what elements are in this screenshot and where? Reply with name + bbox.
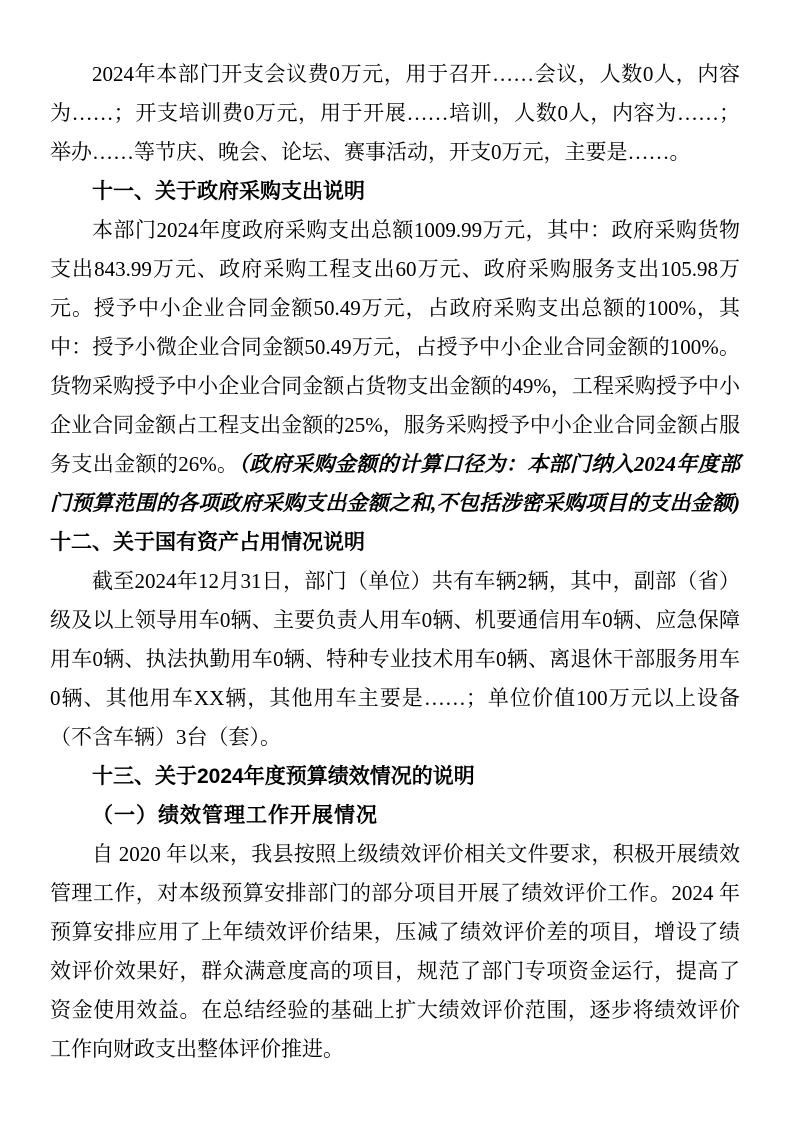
paragraph-meeting-training-expenses: 2024年本部门开支会议费0万元，用于召开……会议，人数0人，内容为……；开支培训费0万元，用于开展……培训，人数0人，内容为……；举办……等节庆、晚会、论坛、赛事活动，开支0万元，主要是……。 <box>50 62 740 164</box>
paragraph-gov-procurement-detail <box>50 211 740 562</box>
subheading-performance-management: （一）绩效管理工作开展情况 <box>92 803 378 827</box>
paragraph-vehicles-equipment: 截至2024年12月31日，部门（单位）共有车辆2辆，其中，副部（省）级及以上领导用车0辆、主要负责人用车0辆、机要通信用车0辆、应急保障用车0辆、执法执勤用车0辆、特种专业技术用车0辆、离退休干部服务用车0辆、其他用车XX辆，其他用车主要是……；单位价值100万元以上设备（不含车辆）3台（套）。 <box>50 569 740 749</box>
heading-section-13-budget-performance: 十三、关于2024年度预算绩效情况的说明 <box>92 765 475 788</box>
paragraph-performance-evaluation: 自 2020 年以来，我县按照上级绩效评价相关文件要求，积极开展绩效管理工作，对本级预算安排部门的部分项目开展了绩效评价工作。2024 年预算安排应用了上年绩效评价结果，压减了绩效评价差的项目，增设了绩效评价效果好，群众满意度高的项目，规范了部门专项资金运行，提高了资金使用效益。在总结经验的基础上扩大绩效评价范围，逐步将绩效评价工作向财政支出整体评价推进。 <box>50 842 740 1061</box>
heading-section-12-state-assets-inline: 十二、关于国有资产占用情况说明 <box>50 531 365 554</box>
procurement-calculation-note-run: （政府采购金额的计算口径为：本部门纳入2024年度部门预算范围的各项政府采购支出金额之和,不包括涉密采购项目的支出金额) <box>50 452 741 515</box>
heading-section-11-gov-procurement: 十一、关于政府采购支出说明 <box>92 180 365 203</box>
procurement-body-run: 本部门2024年度政府采购支出总额1009.99万元，其中：政府采购货物支出843.99万元、政府采购工程支出60万元、政府采购服务支出105.98万元。授予中小企业合同金额50.49万元，占政府采购支出总额的100%，其中：授予小微企业合同金额50.49万元，占授予中小企业合同金额的100%。货物采购授予中小企业合同金额占货物支出金额的49%，工程采购授予中小企业合同金额占工程支出金额的25%，服务采购授予中小企业合同金额占服务支出金额的26%。 <box>50 218 740 476</box>
